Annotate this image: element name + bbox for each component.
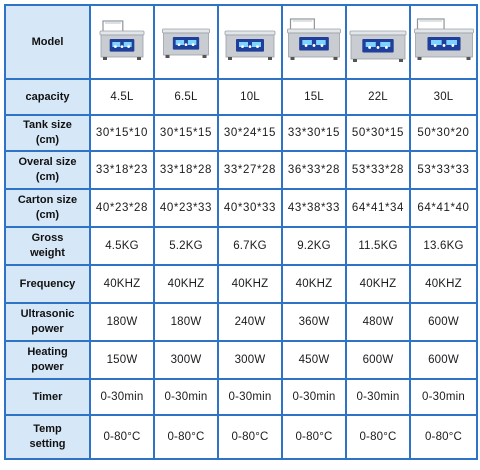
spec-value-cell: 40KHZ <box>346 265 410 303</box>
spec-value-cell: 30*24*15 <box>218 115 282 151</box>
spec-value-cell: 40KHZ <box>410 265 477 303</box>
spec-value-cell: 0-30min <box>154 379 218 415</box>
row-label-text: Carton size <box>17 194 78 206</box>
spec-value-cell: 0-30min <box>346 379 410 415</box>
row-label-text: (cm) <box>35 209 60 221</box>
spec-value-cell: 0-30min <box>90 379 154 415</box>
model-row <box>5 5 477 79</box>
spec-value-cell: 30*15*10 <box>90 115 154 151</box>
spec-row <box>5 379 477 415</box>
spec-value-cell: 40KHZ <box>154 265 218 303</box>
product-image-cell <box>410 5 477 79</box>
spec-value-cell: 40*23*28 <box>90 189 154 227</box>
spec-value-cell: 30L <box>410 79 477 115</box>
spec-row <box>5 415 477 459</box>
ultrasonic-cleaner-6.5l-image <box>155 13 217 67</box>
ultrasonic-cleaner-10l-image <box>219 13 281 67</box>
spec-value-cell: 33*18*23 <box>90 151 154 189</box>
spec-row <box>5 151 477 189</box>
spec-value-cell: 4.5KG <box>90 227 154 265</box>
spec-value-cell: 360W <box>282 303 346 341</box>
row-label-text: Overal size <box>18 156 77 168</box>
spec-value-cell: 13.6KG <box>410 227 477 265</box>
spec-value-cell: 150W <box>90 341 154 379</box>
product-image-cell <box>154 5 218 79</box>
spec-value-cell: 36*33*28 <box>282 151 346 189</box>
spec-row <box>5 265 477 303</box>
spec-row <box>5 115 477 151</box>
row-label-text: (cm) <box>35 134 60 146</box>
spec-value-cell: 180W <box>90 303 154 341</box>
row-label-model: Model <box>5 5 90 79</box>
row-label <box>5 415 90 459</box>
spec-row <box>5 189 477 227</box>
spec-value-cell: 30*15*15 <box>154 115 218 151</box>
spec-value-cell: 4.5L <box>90 79 154 115</box>
product-image-cell <box>218 5 282 79</box>
product-image-cell <box>90 5 154 79</box>
row-label-text: capacity <box>25 90 70 103</box>
spec-row <box>5 227 477 265</box>
spec-value-cell: 22L <box>346 79 410 115</box>
spec-value-cell: 33*18*28 <box>154 151 218 189</box>
row-label <box>5 189 90 227</box>
spec-value-cell: 240W <box>218 303 282 341</box>
spec-value-cell: 480W <box>346 303 410 341</box>
row-label-text: Temp <box>33 423 62 435</box>
spec-value-cell: 50*30*15 <box>346 115 410 151</box>
spec-value-cell: 40*23*33 <box>154 189 218 227</box>
spec-value-cell: 33*30*15 <box>282 115 346 151</box>
spec-value-cell: 450W <box>282 341 346 379</box>
row-label-text: Heating <box>27 346 68 358</box>
row-label <box>5 303 90 341</box>
spec-value-cell: 15L <box>282 79 346 115</box>
spec-value-cell: 9.2KG <box>282 227 346 265</box>
row-label <box>5 227 90 265</box>
row-label <box>5 151 90 189</box>
spec-value-cell: 40*30*33 <box>218 189 282 227</box>
spec-value-cell: 0-80°C <box>346 415 410 459</box>
row-label-text: power <box>31 323 64 335</box>
row-label-text: (cm) <box>35 171 60 183</box>
spec-row <box>5 79 477 115</box>
spec-value-cell: 0-80°C <box>282 415 346 459</box>
row-label <box>5 79 90 115</box>
ultrasonic-cleaner-22l-image <box>347 13 409 67</box>
product-image-cell <box>282 5 346 79</box>
spec-value-cell: 40KHZ <box>218 265 282 303</box>
row-label-text: setting <box>29 438 66 450</box>
row-label-text: Frequency <box>19 277 76 290</box>
spec-row <box>5 341 477 379</box>
spec-value-cell: 40KHZ <box>282 265 346 303</box>
spec-row <box>5 303 477 341</box>
spec-value-cell: 64*41*40 <box>410 189 477 227</box>
spec-value-cell: 0-80°C <box>410 415 477 459</box>
spec-value-cell: 40KHZ <box>90 265 154 303</box>
ultrasonic-cleaner-15l-image <box>283 13 345 67</box>
spec-value-cell: 10L <box>218 79 282 115</box>
row-label <box>5 379 90 415</box>
spec-value-cell: 5.2KG <box>154 227 218 265</box>
spec-value-cell: 180W <box>154 303 218 341</box>
ultrasonic-cleaner-30l-image <box>413 13 475 67</box>
spec-value-cell: 33*27*28 <box>218 151 282 189</box>
spec-value-cell: 300W <box>218 341 282 379</box>
spec-value-cell: 0-30min <box>218 379 282 415</box>
spec-value-cell: 0-80°C <box>218 415 282 459</box>
row-label <box>5 265 90 303</box>
spec-value-cell: 53*33*33 <box>410 151 477 189</box>
row-label-text: Ultrasonic <box>20 308 75 320</box>
spec-value-cell: 600W <box>346 341 410 379</box>
spec-value-cell: 53*33*28 <box>346 151 410 189</box>
row-label-text: Timer <box>32 390 63 403</box>
spec-value-cell: 0-80°C <box>154 415 218 459</box>
product-image-cell <box>346 5 410 79</box>
ultrasonic-cleaner-4.5l-image <box>91 13 153 67</box>
spec-value-cell: 0-80°C <box>90 415 154 459</box>
spec-value-cell: 64*41*34 <box>346 189 410 227</box>
spec-value-cell: 6.7KG <box>218 227 282 265</box>
row-label <box>5 115 90 151</box>
row-label-text: weight <box>30 247 65 259</box>
row-label <box>5 341 90 379</box>
spec-table <box>4 4 478 460</box>
spec-value-cell: 0-30min <box>282 379 346 415</box>
row-label-text: Gross <box>31 232 64 244</box>
row-label-text: power <box>31 361 64 373</box>
spec-value-cell: 6.5L <box>154 79 218 115</box>
spec-value-cell: 50*30*20 <box>410 115 477 151</box>
spec-value-cell: 300W <box>154 341 218 379</box>
row-label-text: Tank size <box>23 119 72 131</box>
spec-value-cell: 43*38*33 <box>282 189 346 227</box>
spec-value-cell: 0-30min <box>410 379 477 415</box>
spec-value-cell: 600W <box>410 303 477 341</box>
spec-value-cell: 600W <box>410 341 477 379</box>
spec-value-cell: 11.5KG <box>346 227 410 265</box>
